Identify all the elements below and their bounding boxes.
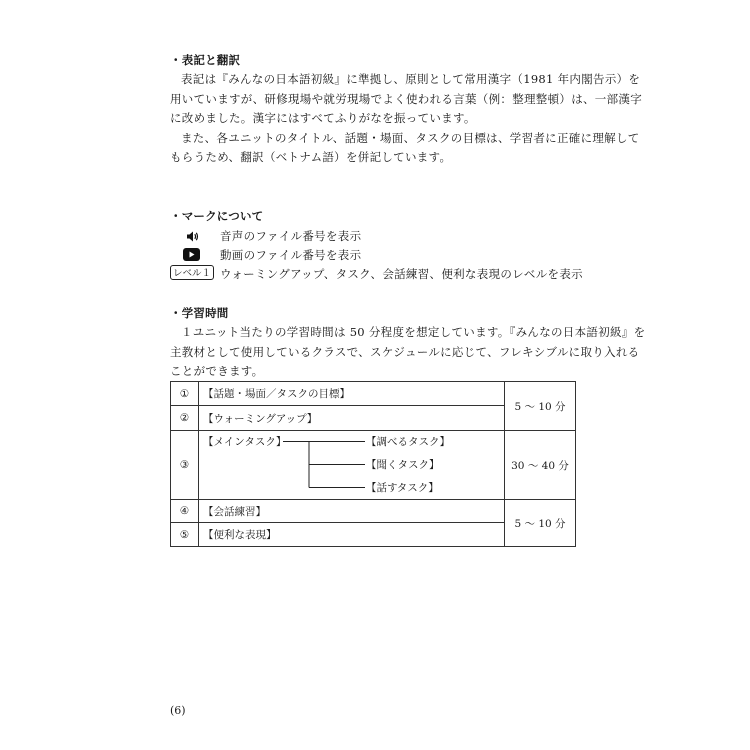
paragraph-line: 用いていますが、研修現場や就労現場でよく使われる言葉（例：整理整頓）は、一部漢字 <box>170 92 642 106</box>
row-number: ① <box>171 382 199 406</box>
level-mark-description: ウォーミングアップ、タスク、会話練習、便利な表現のレベルを表示 <box>220 267 583 281</box>
time-cell: 5 〜 10 分 <box>505 382 576 431</box>
paragraph-line: 表記は『みんなの日本語初級』に準拠し、原則として常用漢字（1981 年内閣告示）を <box>181 72 641 86</box>
main-task-cell <box>199 431 505 500</box>
audio-mark-description: 音声のファイル番号を表示 <box>220 229 362 243</box>
section-heading-marks: ・マークについて <box>170 209 264 223</box>
paragraph-line: ことができます。 <box>170 364 264 378</box>
video-mark-description: 動画のファイル番号を表示 <box>220 248 362 262</box>
paragraph-line: また、各ユニットのタイトル、話題・場面、タスクの目標は、学習者に正確に理解して <box>181 131 640 145</box>
row-number: ④ <box>171 500 199 523</box>
row-label: 【メインタスク】 <box>203 436 287 448</box>
time-cell: 30 〜 40 分 <box>505 431 576 500</box>
paragraph-line: もらうため、翻訳（ベトナム語）を併記しています。 <box>170 150 452 164</box>
sub-task-listen: 【聞くタスク】 <box>366 459 440 471</box>
paragraph-line: に改めました。漢字にはすべてふりがなを振っています。 <box>170 111 476 125</box>
schedule-table <box>170 381 576 547</box>
table-row <box>171 500 576 523</box>
section-heading-study-time: ・学習時間 <box>170 306 229 320</box>
speaker-icon <box>186 228 199 247</box>
sub-task-speak: 【話すタスク】 <box>366 482 439 494</box>
paragraph-line: １ユニット当たりの学習時間は 50 分程度を想定しています。『みんなの日本語初級』を <box>181 325 646 339</box>
play-icon <box>183 246 200 265</box>
row-label: 【便利な表現】 <box>199 523 505 547</box>
table-row <box>171 382 576 406</box>
table-row <box>171 431 576 500</box>
row-label: 【会話練習】 <box>199 500 505 523</box>
page-number: (6) <box>170 704 186 717</box>
paragraph-line: 主教材として使用しているクラスで、スケジュールに応じて、フレキシブルに取り入れる <box>170 345 640 359</box>
row-label: 【話題・場面／タスクの目標】 <box>199 382 505 406</box>
level-badge: レベル１ <box>170 265 214 280</box>
row-number: ② <box>171 406 199 431</box>
task-tree-connector <box>203 431 383 499</box>
row-number: ③ <box>171 431 199 500</box>
row-number: ⑤ <box>171 523 199 547</box>
time-cell: 5 〜 10 分 <box>505 500 576 547</box>
section-heading-notation: ・表記と翻訳 <box>170 53 241 67</box>
sub-task-research: 【調べるタスク】 <box>366 436 450 448</box>
row-label: 【ウォーミングアップ】 <box>199 406 505 431</box>
